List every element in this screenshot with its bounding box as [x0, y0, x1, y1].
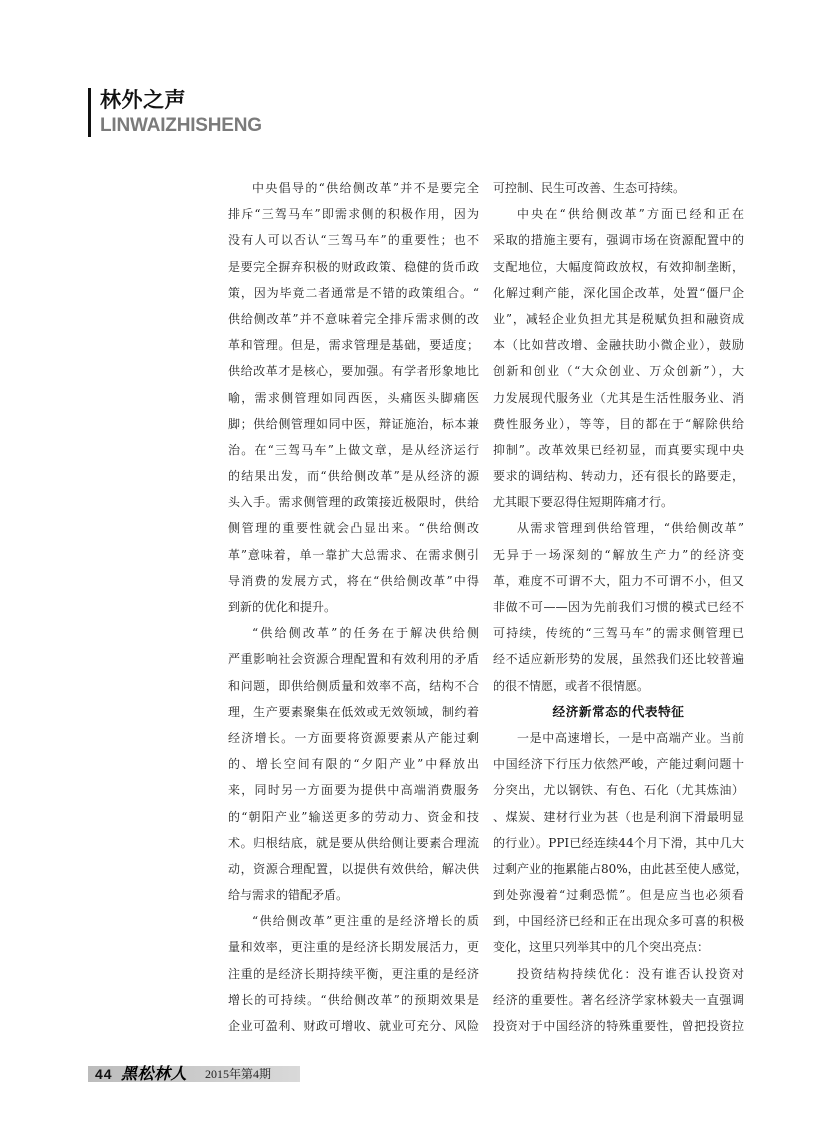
right-column-line: 中国经济下行压力依然严峻，产能过剩问题十: [493, 757, 744, 772]
article-column-left: [228, 175, 479, 1039]
left-column-line: 来，同时另一方面要为提供中高端消费服务: [228, 783, 479, 798]
column-title: 林外之声: [100, 88, 186, 112]
left-column-line: 治。在“三驾马车”上做文章，是从经济运行: [228, 442, 479, 457]
right-column-line: 到，中国经济已经和正在出现众多可喜的积极: [493, 914, 744, 929]
right-column-line: 变化，这里只列举其中的几个突出亮点：: [493, 940, 710, 955]
right-column-line: 非做不可——因为先前我们习惯的模式已经不: [493, 600, 744, 614]
right-column-line: 分突出，尤以钢铁、有色、石化（尤其炼油）: [493, 783, 744, 798]
right-column-line: 尤其眼下要忍得住短期阵痛才行。: [493, 495, 674, 510]
right-column-line: 投资结构持续优化：没有谁否认投资对: [517, 966, 744, 981]
right-column-line: 无异于一场深刻的“解放生产力”的经济变: [493, 547, 744, 562]
left-column-line: 的结果出发，而“供给侧改革”是从经济的源: [228, 469, 479, 484]
right-column-line: 采取的措施主要有，强调市场在资源配置中的: [493, 233, 744, 248]
right-column-line: 、煤炭、建材行业为甚（也是利润下滑最明显: [493, 809, 744, 824]
left-column-line: 侧管理的重要性就会凸显出来。“供给侧改: [228, 521, 479, 536]
magazine-logo: 黑松林人: [121, 1064, 188, 1083]
right-column-line: 创新和创业（“大众创业、万众创新”），大: [493, 364, 744, 379]
left-column-line: 严重影响社会资源合理配置和有效利用的矛盾: [228, 652, 479, 667]
right-column-line: 到处弥漫着“过剩恐慌”。但是应当也必须看: [493, 888, 744, 903]
right-column-line: 业”，减轻企业负担尤其是税赋负担和融资成: [493, 311, 744, 326]
left-column-line: 给与需求的错配矛盾。: [228, 888, 349, 903]
right-column-line: 费性服务业），等等，目的都在于“解除供给: [493, 416, 744, 431]
column-title-pinyin: LINWAIZHISHENG: [100, 115, 262, 136]
left-column-line: 头入手。需求侧管理的政策接近极限时，供给: [228, 495, 479, 510]
right-column-line: 革，难度不可谓不大，阻力不可谓不小，但又: [493, 573, 744, 588]
column-accent-bar: [88, 88, 91, 137]
left-column-line: 理，生产要素聚集在低效或无效领域，制约着: [228, 704, 479, 719]
left-column-line: 的“朝阳产业”输送更多的劳动力、资金和技: [228, 809, 479, 824]
right-column-line: 经不适应新形势的发展，虽然我们还比较普遍: [493, 652, 744, 667]
right-column-line: 的很不情愿，或者不很情愿。: [493, 678, 650, 693]
left-column-line: “供给侧改革”的任务在于解决供给侧: [252, 626, 479, 641]
article-column-right: [493, 175, 748, 1039]
left-column-line: 的、增长空间有限的“夕阳产业”中释放出: [228, 757, 479, 772]
left-column-line: 和问题，即供给侧质量和效率不高，结构不合: [228, 678, 479, 693]
left-column-line: 喻，需求侧管理如同西医，头痛医头脚痛医: [228, 390, 479, 405]
page-number: 44: [95, 1066, 113, 1082]
left-column-line: 注重的是经济长期持续平衡，更注重的是经济: [228, 966, 479, 981]
issue-label: 2015年第4期: [205, 1067, 272, 1081]
right-column-line: 经济的重要性。著名经济学家林毅夫一直强调: [493, 992, 744, 1007]
left-column-line: 经济增长。一方面要将资源要素从产能过剩: [228, 730, 479, 745]
left-column-line: 革和管理。但是，需求管理是基础，要适度；: [228, 338, 479, 353]
left-column-line: 到新的优化和提升。: [228, 600, 337, 614]
right-column-line: 一是中高速增长，一是中高端产业。当前: [517, 730, 744, 745]
right-column-line: 支配地位，大幅度简政放权，有效抑制垄断，: [493, 259, 744, 274]
left-column-line: 是要完全摒弃积极的财政政策、稳健的货币政: [228, 259, 479, 274]
left-column-line: 导消费的发展方式，将在“供给侧改革”中得: [228, 573, 479, 588]
right-column-line: 可持续，传统的“三驾马车”的需求侧管理已: [493, 626, 744, 641]
left-column-line: 策，因为毕竟二者通常是不错的政策组合。“: [228, 285, 479, 300]
left-column-line: 供给改革才是核心，要加强。有学者形象地比: [228, 364, 479, 379]
left-column-line: “供给侧改革”更注重的是经济增长的质: [252, 914, 479, 929]
left-column-line: 术。归根结底，就是要从供给侧让要素合理流: [228, 835, 479, 850]
left-column-line: 企业可盈利、财政可增收、就业可充分、风险: [228, 1019, 479, 1033]
left-column-line: 脚；供给侧管理如同中医，辩证施治，标本兼: [228, 416, 479, 431]
left-column-line: 排斥“三驾马车”即需求侧的积极作用，因为: [228, 207, 479, 222]
right-column-line: 从需求管理到供给管理，“供给侧改革”: [517, 521, 744, 536]
left-column-line: 动，资源合理配置，以提供有效供给，解决供: [228, 861, 479, 876]
left-column-line: 中央倡导的“供给侧改革”并不是要完全: [252, 181, 479, 195]
left-column-line: 供给侧改革”并不意味着完全排斥需求侧的改: [228, 311, 479, 326]
left-column-line: 增长的可持续。“供给侧改革”的预期效果是: [228, 992, 479, 1007]
right-column-line: 要求的调结构、转动力，还有很长的路要走，: [493, 469, 744, 484]
right-column-line: 力发展现代服务业（尤其是生活性服务业、消: [493, 390, 744, 405]
right-column-line: 的行业）。PPI已经连续44个月下滑，其中几大: [493, 835, 744, 850]
left-column-line: 没有人可以否认“三驾马车”的重要性；也不: [228, 233, 479, 248]
right-column-line: 化解过剩产能，深化国企改革，处置“僵尸企: [493, 285, 744, 300]
right-column-line: 中央在“供给侧改革”方面已经和正在: [517, 207, 744, 222]
right-column-line: 抑制”。改革效果已经初显，而真要实现中央: [493, 442, 744, 457]
right-column-line: 投资对于中国经济的特殊重要性，曾把投资拉: [493, 1019, 744, 1033]
section-heading: 经济新常态的代表特征: [552, 703, 685, 719]
right-column-line: 可控制、民生可改善、生态可持续。: [493, 181, 686, 195]
right-column-line: 本（比如营改增、金融扶助小微企业），鼓励: [493, 338, 744, 353]
left-column-line: 量和效率，更注重的是经济长期发展活力，更: [228, 940, 479, 955]
left-column-line: 革”意味着，单一靠扩大总需求、在需求侧引: [228, 547, 479, 562]
right-column-line: 过剩产业的拖累能占80%，由此甚至使人感觉，: [493, 861, 748, 876]
